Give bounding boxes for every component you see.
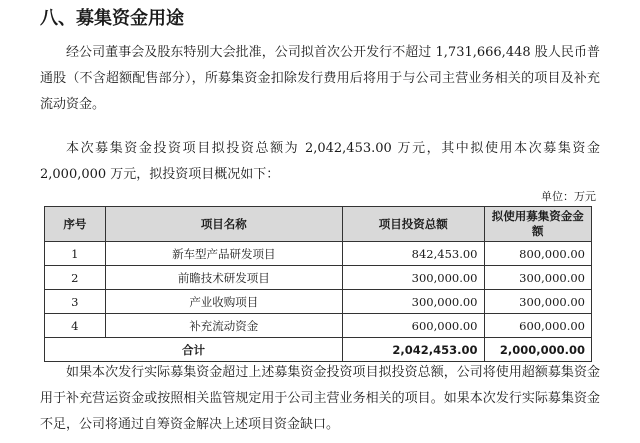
investment-paragraph: 本次募集资金投资项目拟投资总额为 2,042,453.00 万元，其中拟使用本次募集资金 2,000,000 万元，拟投资项目概况如下： bbox=[40, 141, 600, 182]
table-row bbox=[45, 290, 592, 314]
header-name: 项目名称 bbox=[105, 207, 342, 242]
row-total: 300,000.00 bbox=[342, 266, 484, 290]
header-no: 序号 bbox=[45, 207, 106, 242]
row-name: 补充流动资金 bbox=[105, 314, 342, 338]
row-use: 300,000.00 bbox=[484, 266, 592, 290]
row-name: 前瞻技术研发项目 bbox=[105, 266, 342, 290]
unit-label: 单位：万元 bbox=[541, 190, 596, 203]
section-heading: 八、募集资金用途 bbox=[40, 8, 184, 29]
intro-paragraph: 经公司董事会及股东特别大会批准，公司拟首次公开发行不超过 1,731,666,448 股人民币普通股（不含超额配售部分），所募集资金扣除发行费用后将用于与公司主营业务相关的项目及补充流动资金。 bbox=[40, 45, 600, 112]
row-no: 1 bbox=[45, 242, 106, 266]
footer-paragraph: 如果本次发行实际募集资金超过上述募集资金投资项目拟投资总额，公司将使用超额募集资金用于补充营运资金或按照相关监管规定用于公司主营业务相关的项目。如果本次发行实际募集资金不足，公司将通过自筹资金解决上述项目资金缺口。 bbox=[40, 365, 600, 432]
table-row bbox=[45, 266, 592, 290]
total-use: 2,000,000.00 bbox=[484, 338, 592, 362]
header-use: 拟使用募集资金金额 bbox=[484, 207, 592, 242]
row-total: 842,453.00 bbox=[342, 242, 484, 266]
row-no: 2 bbox=[45, 266, 106, 290]
row-use: 800,000.00 bbox=[484, 242, 592, 266]
table-header-row bbox=[45, 207, 592, 242]
row-use: 300,000.00 bbox=[484, 290, 592, 314]
total-amount: 2,042,453.00 bbox=[342, 338, 484, 362]
row-no: 3 bbox=[45, 290, 106, 314]
total-label: 合计 bbox=[45, 338, 343, 362]
row-no: 4 bbox=[45, 314, 106, 338]
header-total: 项目投资总额 bbox=[342, 207, 484, 242]
table-row bbox=[45, 314, 592, 338]
row-use: 600,000.00 bbox=[484, 314, 592, 338]
table-total-row bbox=[45, 338, 592, 362]
table-row bbox=[45, 242, 592, 266]
fund-use-table bbox=[44, 206, 592, 362]
row-name: 产业收购项目 bbox=[105, 290, 342, 314]
row-name: 新车型产品研发项目 bbox=[105, 242, 342, 266]
row-total: 600,000.00 bbox=[342, 314, 484, 338]
row-total: 300,000.00 bbox=[342, 290, 484, 314]
